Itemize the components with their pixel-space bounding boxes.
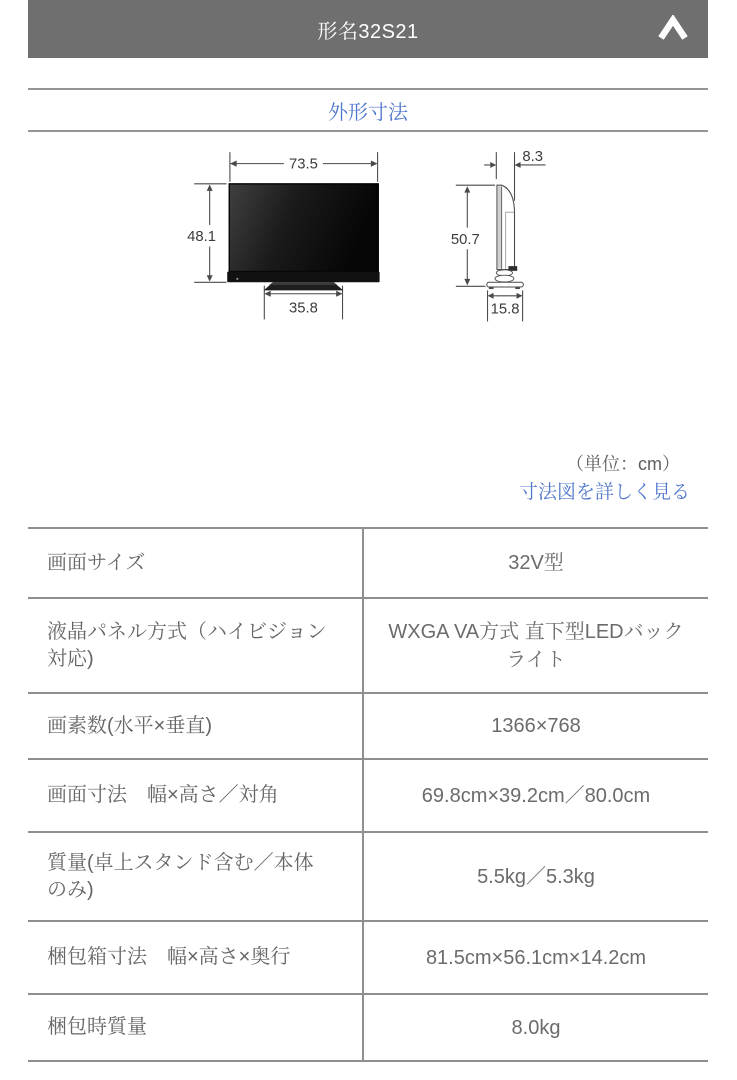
unit-note: （単位：cm） [566,454,680,474]
collapse-button[interactable] [654,10,692,48]
spec-label: 梱包時質量 [28,995,364,1060]
spec-label: 質量(卓上スタンド含む／本体のみ) [28,833,364,920]
side-stand-depth-label: 15.8 [490,301,520,318]
dimension-diagram [0,140,737,430]
front-height-label: 48.1 [187,229,217,246]
spec-label: 画素数(水平×垂直) [28,694,364,758]
chevron-up-icon [657,15,689,43]
tv-side-illustration [487,185,523,289]
spec-value: 69.8cm×39.2cm／80.0cm [421,784,651,807]
spec-table [28,527,708,1062]
dimension-detail-link[interactable]: 寸法図を詳しく見る [518,482,690,503]
table-row [28,599,708,694]
table-row [28,922,708,995]
table-row [28,995,708,1062]
table-row [28,694,708,760]
section-title-link[interactable]: 外形寸法 [328,101,408,124]
table-row [28,833,708,922]
spec-label: 液晶パネル方式（ハイビジョン対応) [28,599,364,692]
front-stand-width-label: 35.8 [288,300,318,317]
spec-value: 8.0kg [511,1016,561,1039]
side-depth-label: 8.3 [522,148,544,165]
table-row [28,529,708,599]
spec-label: 画面サイズ [28,529,364,597]
page-title: 形名32S21 [317,20,419,43]
spec-value: 5.5kg／5.3kg [477,865,595,888]
spec-label: 梱包箱寸法 幅×高さ×奥行 [28,922,364,993]
spec-value: 1366×768 [491,715,581,737]
table-row [28,760,708,833]
tv-front-illustration [227,184,379,291]
side-height-label: 50.7 [450,231,480,248]
spec-label: 画面寸法 幅×高さ／対角 [28,760,364,831]
spec-value: 32V型 [508,552,564,574]
header-bar [28,0,708,58]
spec-value: 81.5cm×56.1cm×14.2cm [425,946,647,969]
front-width-label: 73.5 [288,156,318,173]
spec-value: WXGA VA方式 直下型LEDバックライト [388,620,684,671]
divider-bottom [28,130,708,132]
